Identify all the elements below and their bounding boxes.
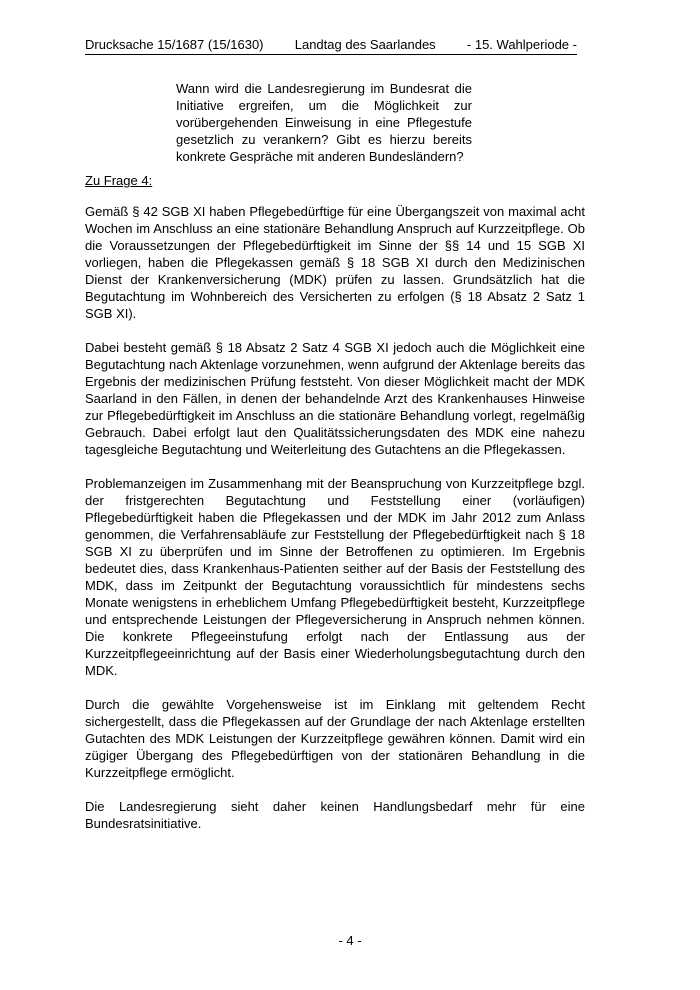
header-period: - 15. Wahlperiode -	[466, 37, 577, 52]
answer-title: Zu Frage 4:	[85, 173, 153, 188]
answer-paragraph-3: Problemanzeigen im Zusammenhang mit der Beanspruchung von Kurzzeitpflege bzgl. der fristgerechten Begutachtung und Feststellung einer (vorläufigen) Pflegebedürftigkeit haben die Pflegekassen und der MDK im Jahr 2012 zum Anlass genommen, die Verfahrensabläufe zur Feststellung der Pflegebedürftigkeit nach § 18 SGB XI zu überprüfen und im Sinne der Betroffenen zu optimieren. Im Ergebnis bedeutet dies, dass Krankenhaus-Patienten seither auf der Basis der Feststellung des MDK, dass im Zeitpunkt der Begutachtung voraussichtlich für mindestens sechs Monate wenigstens in erheblichem Umfang Pflegebedürftigkeit besteht, Kurzzeitpflege und entsprechende Leistungen der Pflegeversicherung in Anspruch nehmen können. Die konkrete Pflegeeinstufung erfolgt nach der Entlassung aus der Kurzzeitpflegeeinrichtung auf der Basis einer Wiederholungsbegutachtung durch den MDK.	[85, 476, 585, 678]
page-header	[85, 36, 577, 55]
answer-paragraph-5: Die Landesregierung sieht daher keinen Handlungsbedarf mehr für eine Bundesratsinitiative.	[85, 799, 585, 831]
answer-paragraph-4: Durch die gewählte Vorgehensweise ist im Einklang mit geltendem Recht sichergestellt, dass die Pflegekassen auf der Grundlage der nach Aktenlage erstellten Gutachten des MDK Leistungen der Kurzzeitpflege gewähren können. Damit wird ein zügiger Übergang des Pflegebedürftigen von der stationären Behandlung in die Kurzzeitpflege ermöglicht.	[85, 697, 585, 780]
question-text: Wann wird die Landesregierung im Bundesrat die Initiative ergreifen, um die Möglichkeit zur vorübergehenden Einweisung in eine Pflegestufe gesetzlich zu verankern? Gibt es hierzu bereits konkrete Gespräche mit anderen Bundesländern?	[176, 81, 472, 164]
answer-body	[85, 203, 585, 849]
page-number: - 4 -	[338, 933, 362, 948]
header-doc-number: Drucksache 15/1687 (15/1630)	[85, 37, 264, 52]
answer-paragraph-1: Gemäß § 42 SGB XI haben Pflegebedürftige für eine Übergangszeit von maximal acht Wochen im Anschluss an eine stationäre Behandlung Anspruch auf Kurzzeitpflege. Ob die Voraussetzungen der Pflegebedürftigkeit im Sinne der §§ 14 und 15 SGB XI vorliegen, haben die Pflegekassen gemäß § 18 SGB XI durch den Medizinischen Dienst der Krankenversicherung (MDK) prüfen zu lassen. Grundsätzlich hat die Begutachtung im Wohnbereich des Versicherten zu erfolgen (§ 18 Absatz 2 Satz 1 SGB XI).	[85, 204, 585, 321]
header-parliament: Landtag des Saarlandes	[294, 37, 436, 52]
answer-paragraph-2: Dabei besteht gemäß § 18 Absatz 2 Satz 4 SGB XI jedoch auch die Möglichkeit eine Begutachtung nach Aktenlage vorzunehmen, wenn aufgrund der Aktenlage bereits das Ergebnis der medizinischen Prüfung feststeht. Von dieser Möglichkeit macht der MDK Saarland in den Fällen, in denen der behandelnde Arzt des Krankenhauses Hinweise zur Pflegebedürftigkeit im Anschluss an die stationäre Behandlung vorlegt, regelmäßig Gebrauch. Dabei erfolgt laut den Qualitätssicherungsdaten des MDK eine nahezu tagesgleiche Begutachtung und Weiterleitung des Gutachtens an die Pflegekassen.	[85, 340, 585, 457]
